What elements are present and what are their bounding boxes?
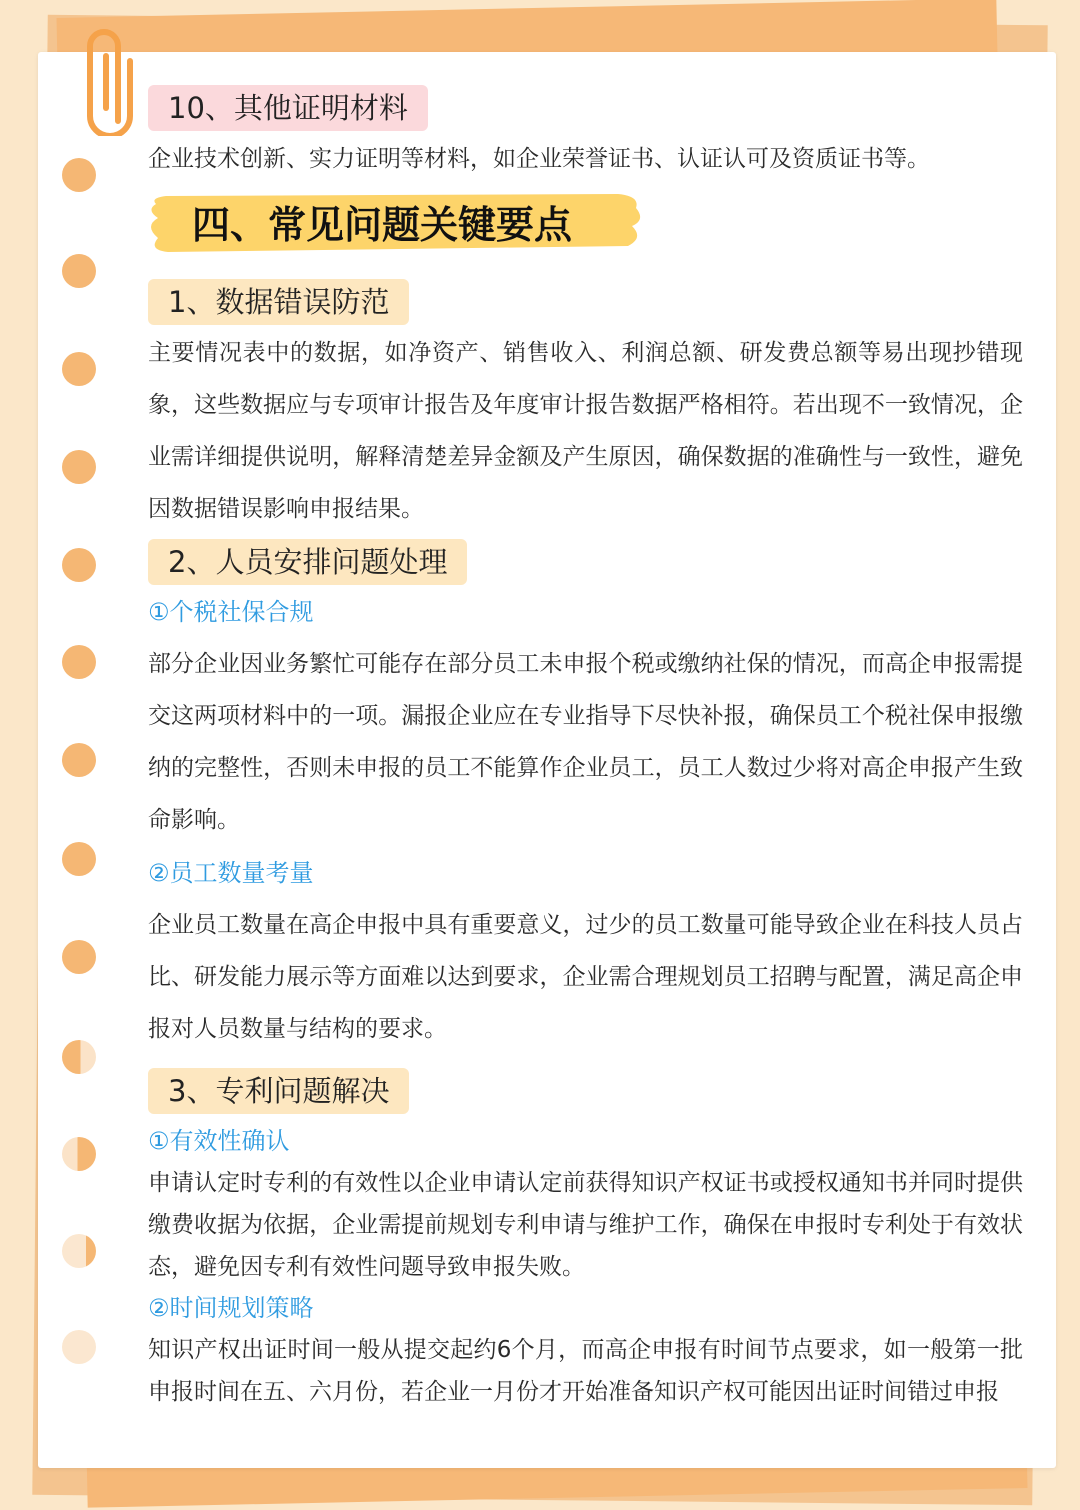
item-2-sub-1: ①个税社保合规 [148,598,314,626]
notebook-hole [62,1234,96,1268]
item-2-text-1: 部分企业因业务繁忙可能存在部分员工未申报个税或缴纳社保的情况，而高企申报需提交这两项材料中的一项。漏报企业应在专业指导下尽快补报，确保员工个税社保申报缴纳的完整性，否则未申报的员工不能算作企业员工，员工人数过少将对高企申报产生致命影响。 [148,651,1023,833]
notebook-hole [62,1040,96,1074]
section-4-title: 四、常见问题关键要点 [192,203,573,247]
notebook-hole [62,1137,96,1171]
notebook-hole [62,1330,96,1364]
notebook-hole [62,743,96,777]
notebook-hole [62,450,96,484]
item-3-tag: 3、专利问题解决 [148,1068,409,1114]
notebook-hole [62,254,96,288]
notebook-hole [62,158,96,192]
notebook-hole [62,940,96,974]
paperclip-icon [80,26,140,136]
item-3-text-1: 申请认定时专利的有效性以企业申请认定前获得知识产权证书或授权通知书并同时提供缴费收据为依据，企业需提前规划专利申请与维护工作，确保在申报时专利处于有效状态，避免因专利有效性问题导致申报失败。 [148,1170,1023,1280]
item-3-sub-2: ②时间规划策略 [148,1294,314,1322]
item-2-sub-2: ②员工数量考量 [148,859,314,887]
notebook-hole [62,548,96,582]
notebook-hole [62,352,96,386]
section-4-header [148,190,648,260]
item-3-sub-1: ①有效性确认 [148,1127,290,1155]
section-10-tag: 10、其他证明材料 [148,85,428,131]
item-1-text: 主要情况表中的数据，如净资产、销售收入、利润总额、研发费总额等易出现抄错现象，这些数据应与专项审计报告及年度审计报告数据严格相符。若出现不一致情况，企业需详细提供说明，解释清楚差异金额及产生原因，确保数据的准确性与一致性，避免因数据错误影响申报结果。 [148,340,1023,522]
item-1-tag: 1、数据错误防范 [148,279,409,325]
notebook-hole [62,645,96,679]
item-2-text-2: 企业员工数量在高企申报中具有重要意义，过少的员工数量可能导致企业在科技人员占比、研发能力展示等方面难以达到要求，企业需合理规划员工招聘与配置，满足高企申报对人员数量与结构的要求。 [148,912,1023,1042]
section-10-text: 企业技术创新、实力证明等材料，如企业荣誉证书、认证认可及资质证书等。 [148,146,930,172]
item-3-text-2: 知识产权出证时间一般从提交起约6个月，而高企申报有时间节点要求，如一般第一批申报时间在五、六月份，若企业一月份才开始准备知识产权可能因出证时间错过申报 [148,1337,1023,1405]
item-2-tag: 2、人员安排问题处理 [148,539,467,585]
notebook-hole [62,842,96,876]
